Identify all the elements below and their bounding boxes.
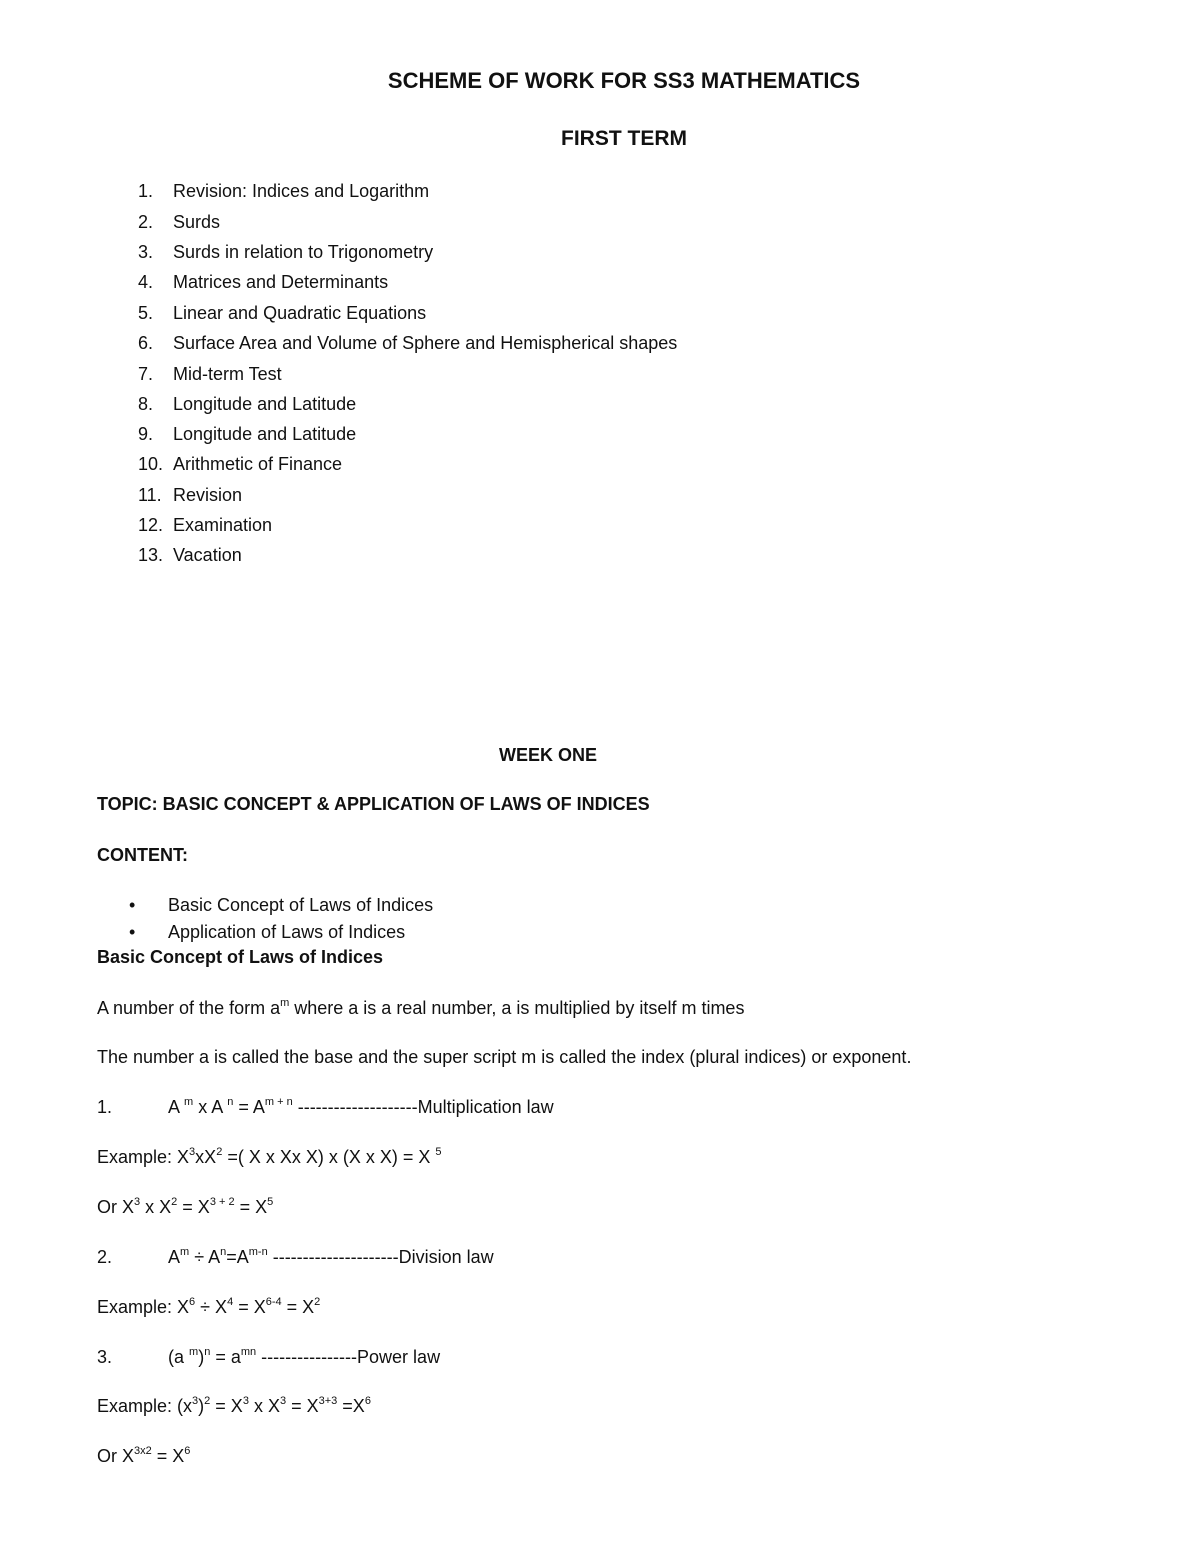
multiplication-law: 1. A $^m$ x A $^n = A^{m + n}$ --------------------Multiplication law (97, 1096, 554, 1117)
section-heading: Basic Concept of Laws of Indices (97, 947, 384, 967)
base-index-paragraph: The number a is called the base and the super script m is called the index (plural indices) or exponent. (97, 1047, 912, 1067)
multiplication-example-alt: Or $X^3$ x $X^2 = X^{3 + 2} = X^5$ (97, 1196, 274, 1217)
scheme-item: 1. Revision: Indices and Logarithm (138, 181, 430, 201)
scheme-item: 8. Longitude and Latitude (138, 394, 357, 414)
division-law: 2. $A^m \div A^n=A^{m-n}$ ---------------------Division law (97, 1246, 494, 1267)
power-example: Example: $(x^3)^2 = X^3$ x $X^3 = X^{3+3} =X^6$ (97, 1395, 371, 1416)
scheme-item: 2. Surds (138, 212, 221, 232)
power-law: 3. (a $^m)^n = a^{mn}$ ----------------Power law (97, 1346, 441, 1367)
term-heading: FIRST TERM (561, 127, 687, 150)
content-label: CONTENT: (97, 845, 188, 865)
scheme-item: 12. Examination (138, 515, 273, 535)
scheme-item: 4. Matrices and Determinants (138, 272, 389, 292)
power-example-alt: Or $X^{3x2} = X^6$ (97, 1445, 191, 1466)
definition-paragraph: A number of the form $a^m$ where a is a real number, a is multiplied by itself m times (97, 997, 745, 1018)
multiplication-example: Example: $X^3xX^2$ =( X x Xx X) x (X x X) = X $^5$ (97, 1146, 442, 1167)
content-item: • Application of Laws of Indices (129, 922, 406, 942)
bullet-icon: • (129, 922, 136, 942)
scheme-item: 7. Mid-term Test (138, 364, 282, 384)
scheme-item: 6. Surface Area and Volume of Sphere and Hemispherical shapes (138, 333, 678, 353)
scheme-item: 10. Arithmetic of Finance (138, 454, 343, 474)
scheme-item: 5. Linear and Quadratic Equations (138, 303, 427, 323)
document-title: SCHEME OF WORK FOR SS3 MATHEMATICS (387, 68, 861, 93)
topic-heading: TOPIC: BASIC CONCEPT & APPLICATION OF LAWS OF INDICES (97, 794, 650, 814)
division-example: Example: $X^6 \div X^4 = X^{6-4} = X^2$ (97, 1296, 321, 1317)
scheme-item: 9. Longitude and Latitude (138, 424, 357, 444)
content-item: • Basic Concept of Laws of Indices (129, 895, 434, 915)
scheme-item: 11. Revision (138, 485, 243, 505)
bullet-icon: • (129, 895, 136, 915)
scheme-item: 13. Vacation (138, 545, 242, 565)
scheme-item: 3. Surds in relation to Trigonometry (138, 242, 434, 262)
week-heading: WEEK ONE (498, 745, 597, 765)
